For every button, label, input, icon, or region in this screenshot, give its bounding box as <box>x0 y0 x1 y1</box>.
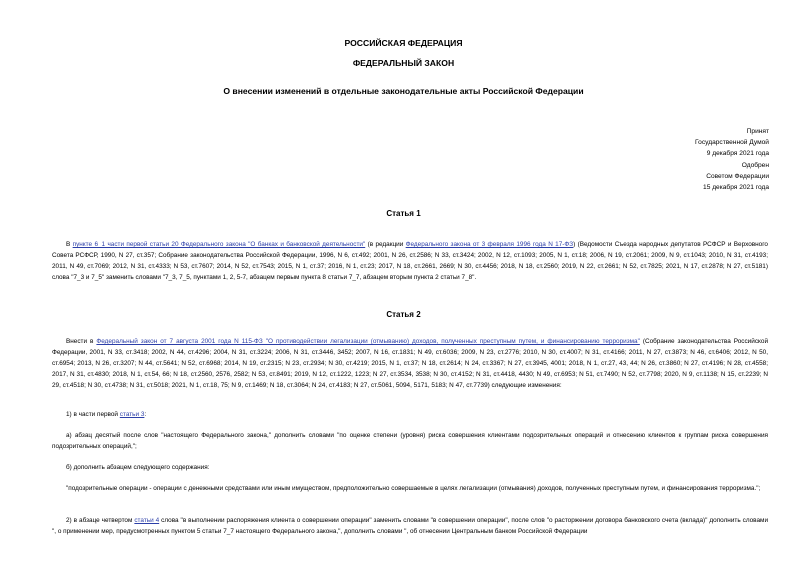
item-2 <box>52 516 768 538</box>
law-title: О внесении изменений в отдельные законодательные акты Российской Федерации <box>223 86 584 96</box>
item-1-text-post: : <box>144 411 147 418</box>
article-1-paragraph <box>52 240 768 284</box>
item-1-text-pre: 1) в части первой <box>66 411 120 418</box>
article-2-heading: Статья 2 <box>386 310 421 319</box>
article-1-text-mid: (в редакции <box>365 241 406 248</box>
article-2-text-pre: Внести в <box>66 338 97 345</box>
article-2-text-post: (Собрание законодательства Российской Федерации, 2001, N 33, ст.3418; 2002, N 44, ст.4296; 2004, N 31, ст.3224; 2006, N 31, ст.3446, 3452; 2007, N 16, ст.1831; N 49, ст.6036; 2009, N 23, ст.2776; 2010, N 30, ст.4007; N 31, ст.4166; 2011, N 27, ст.3873; N 46, ст.6406; 2012, N 50, ст.6954; 2013, N 26, ст.3207; N 44, ст.5641; N 52, ст.6968; 2014, N 19, ст.2315; N 23, ст.2934; N 30, ст.4219; 2015, N 1, ст.37; N 18, ст.2614; N 24, ст.3367; N 27, ст.3945, 4001; 2018, N 1, ст.27, 43, 44; N 26, ст.3860; N 27, ст.4196; N 28, ст.4558; 2017, N 31, ст.4830; 2018, N 1, ст.54, 66; N 18, ст.2560, 2576, 2582; N 53, ст.8491; 2019, N 12, ст.1222, 1223; N 27, ст.3534, 3538; N 30, ст.4152; N 31, ст.4418, 4430; N 49, ст.6953; N 51, ст.7490; N 52, ст.7798; 2020, N 9, ст.1138; N 15, ст.2239; N 29, ст.4518; N 30, ст.4738; N 31, ст.5018; 2021, N 1, ст.18, 75; N 9, ст.1469; N 18, ст.3064; N 24, ст.4183; N 27, ст.5061, 5094, 5171, 5183; N 47, ст.7739) следующие изменения: <box>52 338 769 389</box>
quote-paragraph: "подозрительные операции - операции с денежными средствами или иным имуществом, предположительно совершаемые в целях легализации (отмывания) доходов, полученных преступным путем, и финансирования терроризма."; <box>66 485 761 492</box>
adoption-line: 9 декабря 2021 года <box>706 150 769 158</box>
article-4-link[interactable]: статьи 4 <box>134 517 160 524</box>
article-1-heading: Статья 1 <box>386 209 421 218</box>
federal-law-115fz-link[interactable]: Федеральный закон от 7 августа 2001 года N 115-ФЗ "О противодействии легализации (отмыванию) доходов, полученных преступным путем, и финансированию терроризма" <box>96 338 640 345</box>
article-3-link[interactable]: статьи 3 <box>119 411 145 418</box>
federal-law-17fz-link[interactable]: Федерального закона от 3 февраля 1996 года N 17-ФЗ <box>405 241 574 248</box>
adoption-line: 15 декабря 2021 года <box>703 184 769 192</box>
item-a: а) абзац десятый после слов "настоящего Федерального закона," дополнить словами "по оценке степени (уровня) риска совершения клиентами подозрительных операций и отнесению клиентов к группам риска совершения подозрительных операций,"; <box>52 432 768 450</box>
adoption-line: Одобрен <box>741 161 769 169</box>
item-2-text-post: слова "в выполнении распоряжения клиента о совершении операции" заменить словами "в совершении операции", после слов "о расторжении договора банковского счета (вклада)" дополнить словами ", о применении мер, предусмотренных пунктом 5 статьи 7_7 настоящего Федерального закона,", дополнить словами ", об отнесении Центральным банком Российской Федерации <box>52 517 769 535</box>
item-b: б) дополнить абзацем следующего содержания: <box>66 464 210 471</box>
adoption-block <box>695 126 769 193</box>
adoption-line: Советом Федерации <box>706 172 769 180</box>
law-type-heading: ФЕДЕРАЛЬНЫЙ ЗАКОН <box>352 58 455 68</box>
adoption-line: Государственной Думой <box>695 139 769 147</box>
item-2-text-pre: 2) в абзаце четвертом <box>66 517 135 524</box>
article-1-text-post: ) (Ведомости Съезда народных депутатов РСФСР и Верховного Совета РСФСР, 1990, N 27, ст.357; Собрание законодательства Российской Федерации, 1996, N 6, ст.492; 2001, N 26, ст.2586; N 33, ст.3424; 2002, N 12, ст.1093; 2005, N 1, ст.18; 2006, N 19, ст.2061; 2009, N 9, ст.1043; 2010, N 31, ст.4193; 2011, N 49, ст.7069; 2012, N 31, ст.4333; N 53, ст.7607; 2014, N 52, ст.7543; 2015, N 1, ст.37; 2016, N 1, ст.23; 2017, N 18, ст.2661, 2669; N 30, ст.4456; 2018, N 18, ст.2560; 2019, N 22, ст.2661; N 52, ст.7825; 2021, N 17, ст.2878; N 27, ст.5181) слова "7_3 и 7_5" заменить словами "7_3, 7_5, пунктами 1, 2, 5-7, абзацем первым пункта 8 статьи 7_7, абзацем вторым пункта 2 статьи 7_8". <box>52 241 768 281</box>
article-2-intro <box>52 337 768 392</box>
article-1-text-pre: В <box>66 241 73 248</box>
item-1 <box>52 410 768 421</box>
bank-law-link[interactable]: пункте 6_1 части первой статьи 20 Федерального закона "О банках и банковской деятельности" <box>72 241 366 248</box>
adoption-line: Принят <box>746 128 769 135</box>
country-heading: РОССИЙСКАЯ ФЕДЕРАЦИЯ <box>344 38 463 48</box>
